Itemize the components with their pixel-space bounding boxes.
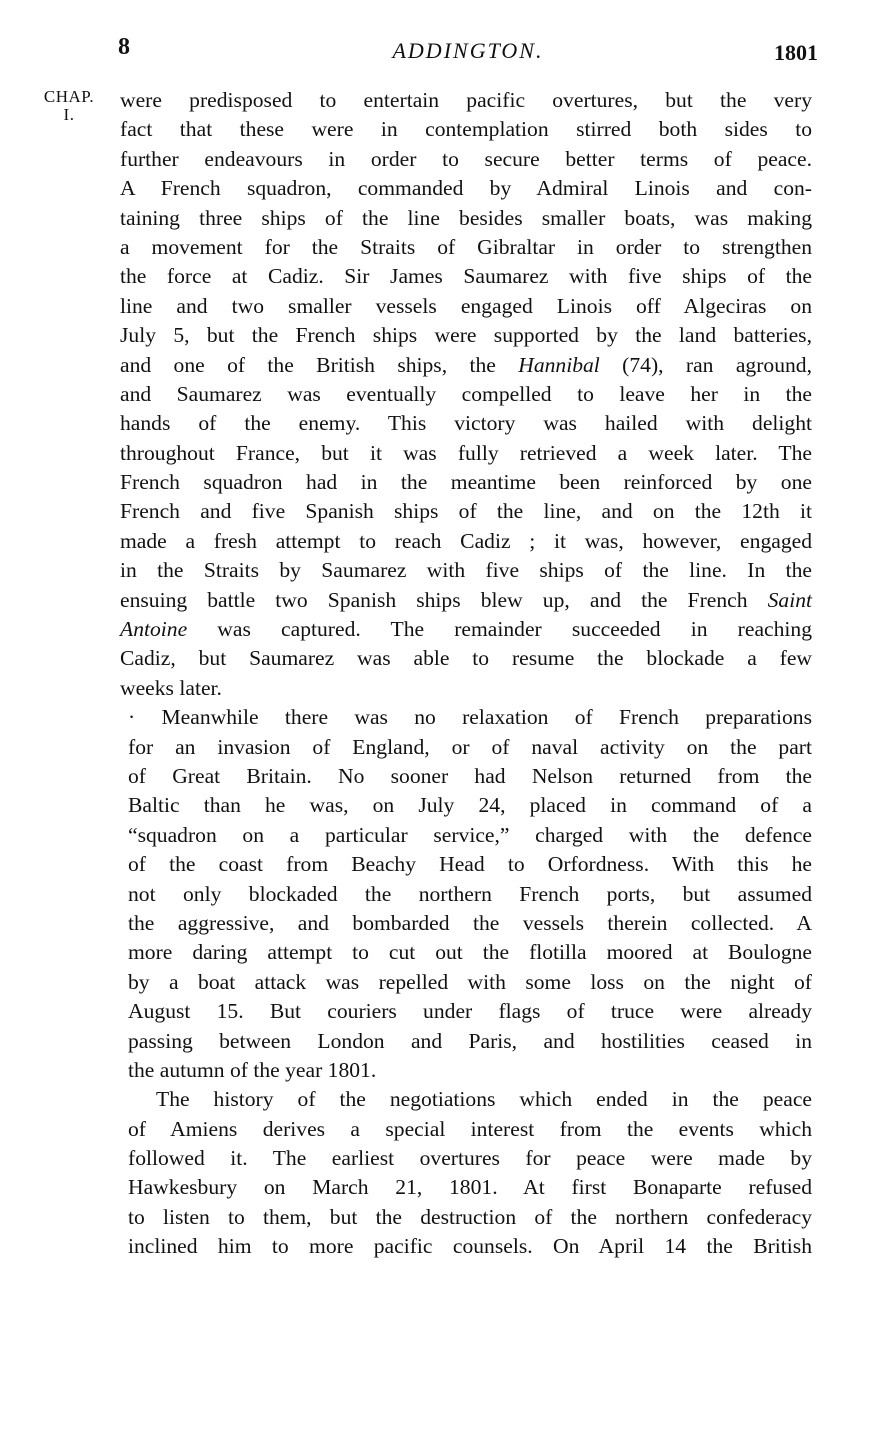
running-title: ADDINGTON. (392, 38, 544, 63)
text-line: for an invasion of England, or of naval activity on the part (128, 734, 812, 759)
page-number: 8 (118, 34, 130, 60)
chapter-margin-note (34, 88, 104, 124)
text-line: and one of the British ships, the Hannibal (74), ran aground, (120, 352, 812, 377)
text-line: inclined him to more pacific counsels. On April 14 the British (128, 1234, 812, 1259)
text-line: of Great Britain. No sooner had Nelson returned from the (128, 763, 812, 788)
text-line: the aggressive, and bombarded the vessels therein collected. A (128, 910, 812, 935)
chapter-number: I. (63, 105, 75, 124)
text-line: not only blockaded the northern French ports, but assumed (128, 881, 812, 906)
text-line: ensuing battle two Spanish ships blew up, and the French Saint (120, 587, 812, 612)
text-line: French squadron had in the meantime been reinforced by one (120, 470, 812, 495)
text-line: to listen to them, but the destruction of the northern confederacy (128, 1204, 812, 1229)
text-line: French and five Spanish ships of the line, and on the 12th it (120, 499, 812, 524)
text-line: fact that these were in contemplation stirred both sides to (120, 117, 812, 142)
text-line: of Amiens derives a special interest from the events which (128, 1116, 812, 1141)
text-line: line and two smaller vessels engaged Linois off Algeciras on (120, 293, 812, 318)
text-line: August 15. But couriers under flags of truce were already (128, 999, 812, 1024)
text-line: Cadiz, but Saumarez was able to resume the blockade a few (120, 646, 812, 671)
text-line: more daring attempt to cut out the flotilla moored at Boulogne (128, 940, 812, 965)
text-line: and Saumarez was eventually compelled to leave her in the (120, 381, 812, 406)
text-line: by a boat attack was repelled with some loss on the night of (128, 969, 812, 994)
ship-name-hannibal: Hannibal (518, 352, 600, 377)
text-line: followed it. The earliest overtures for peace were made by (128, 1146, 812, 1171)
text-line: taining three ships of the line besides smaller boats, was making (120, 205, 812, 230)
text-line: the force at Cadiz. Sir James Saumarez with five ships of the (120, 264, 812, 289)
text-line: further endeavours in order to secure better terms of peace. (120, 146, 812, 171)
text-line: “squadron on a particular service,” charged with the defence (128, 822, 812, 847)
ship-name-saint: Saint (767, 587, 812, 612)
text-line: of the coast from Beachy Head to Orfordness. With this he (128, 852, 812, 877)
text-line: the autumn of the year 1801. (128, 1057, 377, 1082)
text-line: Baltic than he was, on July 24, placed in command of a (128, 793, 812, 818)
text-line: hands of the enemy. This victory was hailed with delight (120, 411, 812, 436)
text-line: throughout France, but it was fully retrieved a week later. The (120, 440, 812, 465)
text-line: weeks later. (120, 675, 222, 700)
text-line: made a fresh attempt to reach Cadiz ; it was, however, engaged (120, 528, 812, 553)
text-line: · Meanwhile there was no relaxation of French preparations (128, 705, 812, 730)
text-line: Hawkesbury on March 21, 1801. At first Bonaparte refused (128, 1175, 812, 1200)
text-line: A French squadron, commanded by Admiral Linois and con- (120, 176, 812, 201)
text-line: were predisposed to entertain pacific overtures, but the very (120, 88, 812, 112)
text-line: The history of the negotiations which ended in the peace (156, 1087, 812, 1112)
text-line: a movement for the Straits of Gibraltar in order to strengthen (120, 234, 812, 259)
ship-name-antoine: Antoine (120, 617, 188, 642)
text-line: in the Straits by Saumarez with five ships of the line. In the (120, 558, 812, 583)
chapter-label: CHAP. (43, 87, 95, 106)
body-text (120, 86, 812, 1262)
running-year: 1801 (774, 40, 818, 65)
running-head (118, 32, 818, 72)
text-line: July 5, but the French ships were supported by the land batteries, (120, 323, 812, 348)
text-line: Antoine was captured. The remainder succeeded in reaching (120, 617, 812, 642)
text-line: passing between London and Paris, and hostilities ceased in (128, 1028, 812, 1053)
